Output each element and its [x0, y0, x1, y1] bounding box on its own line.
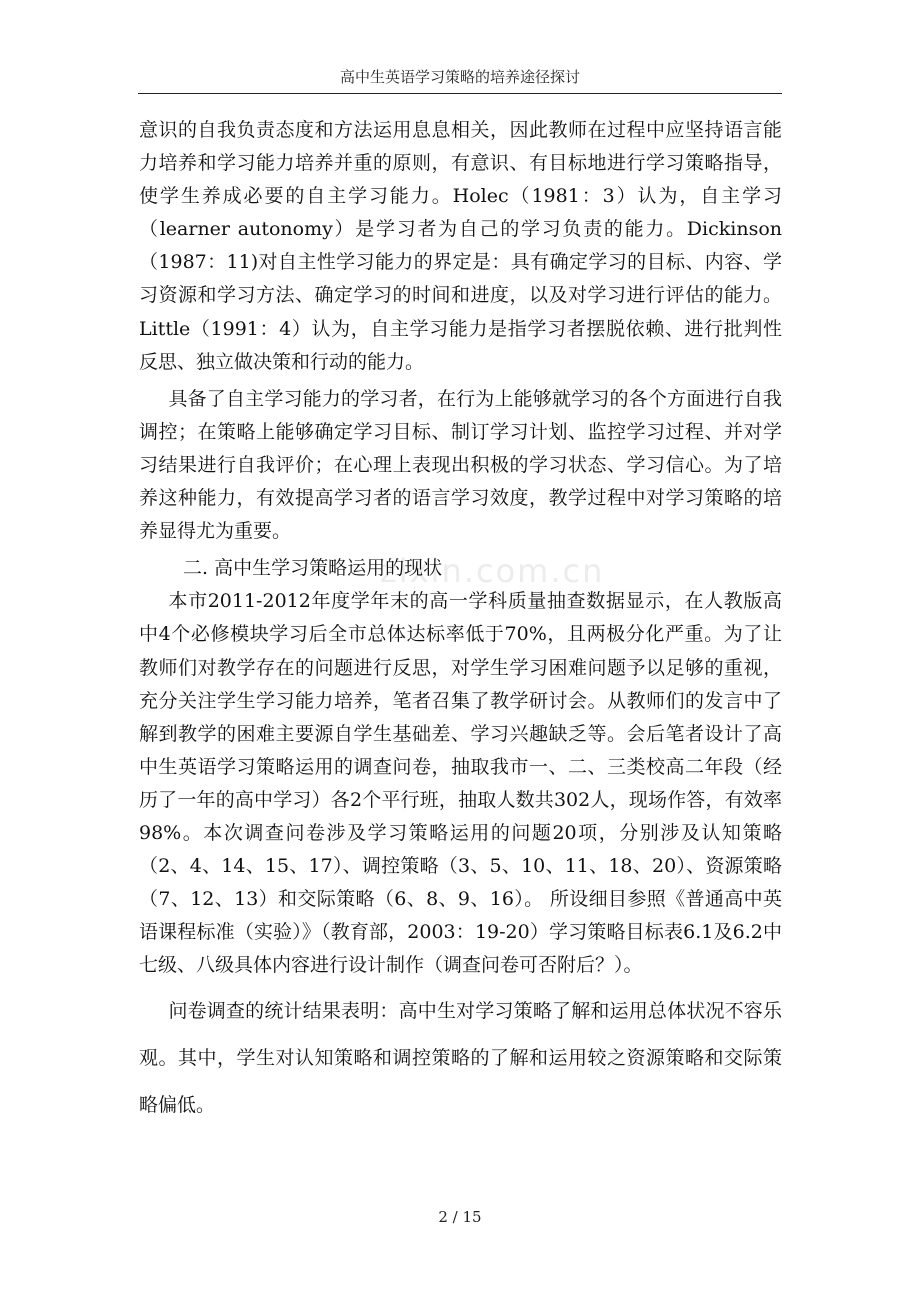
header-divider — [138, 93, 782, 94]
paragraph-autonomy: 意识的自我负责态度和方法运用息息相关，因此教师在过程中应坚持语言能力培养和学习能力培养并重的原则，有意识、有目标地进行学习策略指导，使学生养成必要的自主学习能力。Holec（1981：3）认为，自主学习（learner autonomy）是学习者为自己的学习负责的能力。Dickinson（1987：11)对自主性学习能力的界定是：具有确定学习的目标、内容、学习资源和学习方法、确定学习的时间和进度，以及对学习进行评估的能力。Little（1991：4）认为，自主学习能力是指学习者摆脱依赖、进行批判性反思、独立做决策和行动的能力。 — [139, 119, 782, 373]
page-number: 2 / 15 — [438, 1208, 482, 1226]
watermark-logo: zixin.com.cn — [380, 552, 605, 590]
running-header: 高中生英语学习策略的培养途径探讨 — [339, 68, 580, 86]
paragraph-self-regulation: 具备了自主学习能力的学习者，在行为上能够就学习的各个方面进行自我调控；在策略上能够确定学习目标、制订学习计划、监控学习过程、并对学习结果进行自我评价；在心理上表现出积极的学习状态、学习信心。为了培养这种能力，有效提高学习者的语言学习效度，教学过程中对学习策略的培养显得尤为重要。 — [139, 387, 782, 543]
paragraph-survey: 本市2011-2012年度学年末的高一学科质量抽查数据显示，在人教版高中4个必修模块学习后全市总体达标率低于70%，且两极分化严重。为了让教师们对教学存在的问题进行反思，对学生学习困难问题予以足够的重视，充分关注学生学习能力培养，笔者召集了教学研讨会。从教师们的发言中了解到教学的困难主要源自学生基础差、学习兴趣缺乏等。会后笔者设计了高中生英语学习策略运用的调查问卷，抽取我市一、二、三类校高二年段（经历了一年的高中学习）各2个平行班，抽取人数共302人，现场作答，有效率98%。本次调查问卷涉及学习策略运用的问题20项，分别涉及认知策略（2、4、14、15、17）、调控策略（3、5、10、11、18、20）、资源策略（7、12、13）和交际策略（6、8、9、16）。 所设细目参照《普通高中英语课程标准（实验）》（教育部，2003：19-20）学习策略目标表6.1及6.2中七级、八级具体内容进行设计制作（调查问卷可否附后？）。 — [139, 590, 782, 977]
paragraph-results: 问卷调查的统计结果表明：高中生对学习策略了解和运用总体状况不容乐观。其中，学生对认知策略和调控策略的了解和运用较之资源策略和交际策略偏低。 — [139, 1000, 782, 1117]
document-body — [139, 114, 782, 1129]
section-heading: 二. 高中生学习策略运用的现状 — [183, 557, 443, 580]
